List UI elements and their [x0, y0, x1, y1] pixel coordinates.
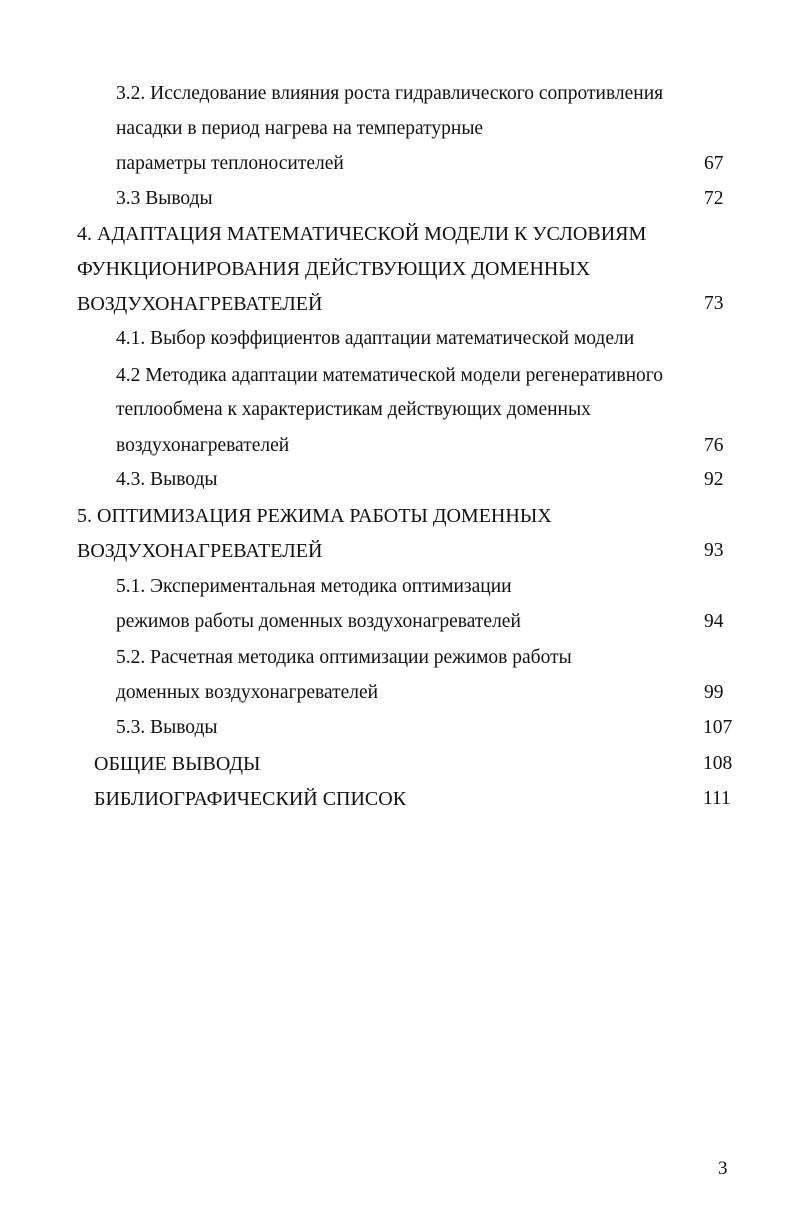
toc-chapter-4-line-2: ФУНКЦИОНИРОВАНИЯ ДЕЙСТВУЮЩИХ ДОМЕННЫХ — [77, 258, 591, 280]
toc-general-conclusions-page: 108 — [703, 753, 733, 774]
toc-bibliography: БИБЛИОГРАФИЧЕСКИЙ СПИСОК — [94, 788, 407, 810]
toc-general-conclusions: ОБЩИЕ ВЫВОДЫ — [94, 753, 261, 775]
toc-entry-5-1-line-1: 5.1. Экспериментальная методика оптимизации — [116, 576, 512, 597]
toc-chapter-5-page: 93 — [704, 540, 724, 561]
toc-entry-3-2-line-2: насадки в период нагрева на температурные — [116, 118, 484, 139]
toc-chapter-4-page: 73 — [704, 293, 724, 314]
toc-entry-4-3-page: 92 — [704, 469, 724, 490]
toc-entry-3-3-page: 72 — [704, 188, 724, 209]
toc-chapter-4-line-3: ВОЗДУХОНАГРЕВАТЕЛЕЙ — [77, 293, 323, 315]
toc-chapter-5-line-1: 5. ОПТИМИЗАЦИЯ РЕЖИМА РАБОТЫ ДОМЕННЫХ — [77, 505, 552, 527]
toc-entry-4-2-line-2: теплообмена к характеристикам действующих доменных — [116, 399, 591, 420]
toc-chapter-4-line-1: 4. АДАПТАЦИЯ МАТЕМАТИЧЕСКОЙ МОДЕЛИ К УСЛОВИЯМ — [77, 223, 647, 245]
page-number: 3 — [718, 1158, 728, 1179]
toc-entry-3-2-line-3: параметры теплоносителей — [116, 153, 344, 174]
toc-entry-5-1-page: 94 — [704, 611, 724, 632]
toc-entry-4-1: 4.1. Выбор коэффициентов адаптации математической модели — [116, 328, 635, 349]
toc-entry-5-1-line-2: режимов работы доменных воздухонагревателей — [116, 611, 521, 632]
toc-entry-5-3: 5.3. Выводы — [116, 717, 218, 738]
toc-entry-5-2-line-2: доменных воздухонагревателей — [116, 682, 379, 703]
toc-entry-3-3: 3.3 Выводы — [116, 188, 213, 209]
toc-entry-4-2-line-3: воздухонагревателей — [116, 435, 290, 456]
toc-entry-5-3-page: 107 — [703, 717, 733, 738]
toc-entry-5-2-line-1: 5.2. Расчетная методика оптимизации режимов работы — [116, 647, 572, 668]
toc-entry-4-2-page: 76 — [704, 435, 724, 456]
toc-entry-5-2-page: 99 — [704, 682, 724, 703]
toc-entry-3-2-line-1: 3.2. Исследование влияния роста гидравлического сопротивления — [116, 83, 664, 104]
toc-bibliography-page: 111 — [703, 788, 731, 809]
toc-entry-4-3: 4.3. Выводы — [116, 469, 218, 490]
toc-chapter-5-line-2: ВОЗДУХОНАГРЕВАТЕЛЕЙ — [77, 540, 323, 562]
toc-entry-4-2-line-1: 4.2 Методика адаптации математической модели регенеративного — [116, 365, 664, 386]
toc-entry-3-2-page: 67 — [704, 153, 724, 174]
